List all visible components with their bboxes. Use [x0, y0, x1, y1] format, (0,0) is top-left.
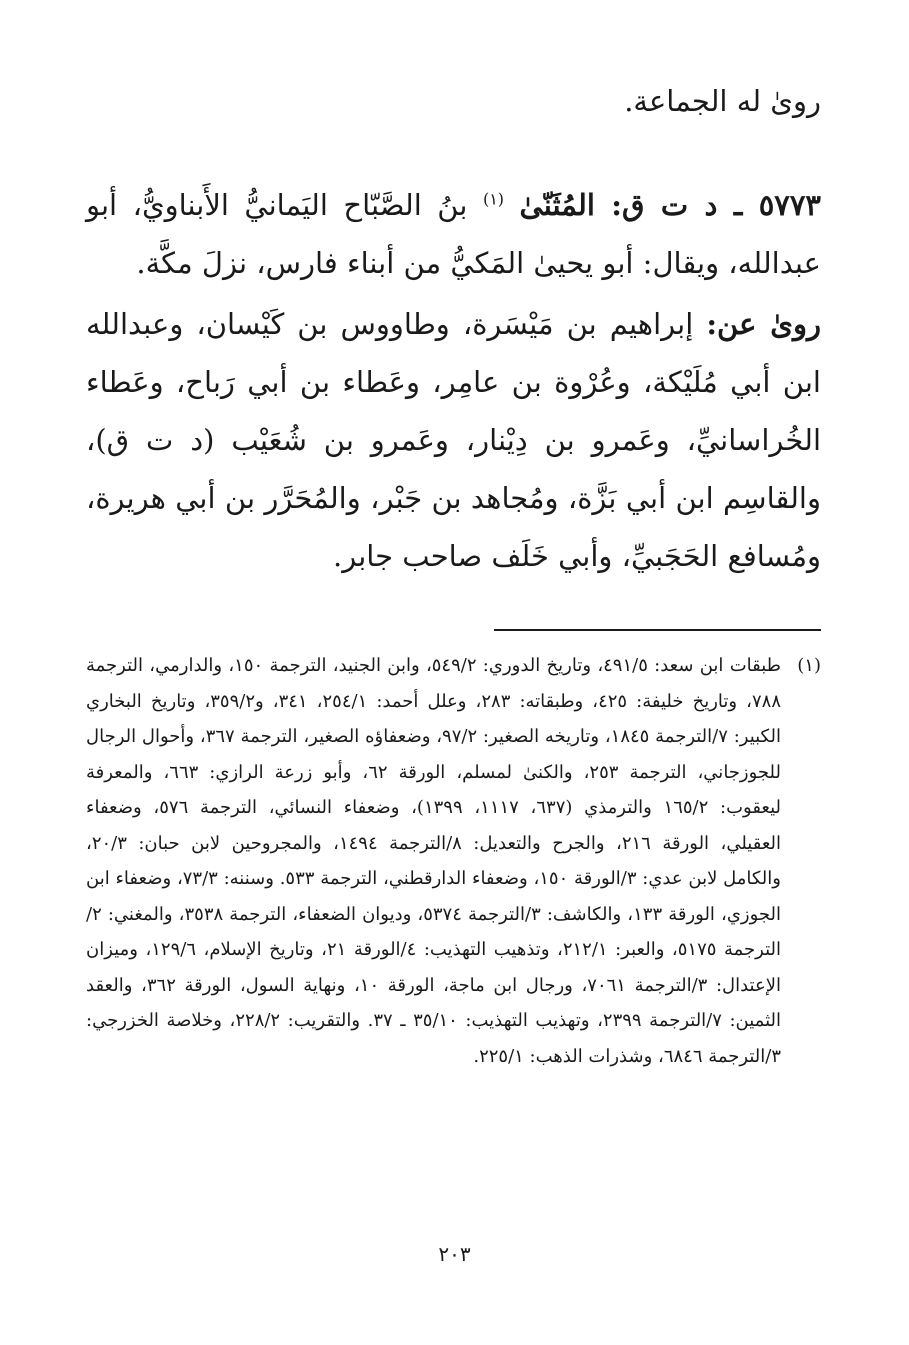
- entry-5773: [86, 176, 821, 292]
- footnote-text: طبقات ابن سعد: ٤٩١/٥، وتاريخ الدوري: ٥٤٩/٢، وابن الجنيد، الترجمة ١٥٠، والدارمي، الترجمة ٧٨٨، وتاريخ خليفة: ٤٢٥، وطبقاته: ٢٨٣، وعلل أحمد: ٢٥٤/١، ٣٤١، و٣٥٩/٢، وتاريخ البخاري الكبير: ٧/الترجمة ١٨٤٥، وتاريخه الصغير: ٩٧/٢، وضعفاؤه الصغير، الترجمة ٣٦٧، وأحوال الرجال للجوزجاني، الترجمة ٢٥٣، والكنىٰ لمسلم، الورقة ٦٢، وأبو زرعة الرازي: ٦٦٣، والمعرفة ليعقوب: ١٦٥/٢ والترمذي (٦٣٧، ١١١٧، ١٣٩٩)، وضعفاء النسائي، الترجمة ٥٧٦، وضعفاء العقيلي، الورقة ٢١٦، والجرح والتعديل: ٨/الترجمة ١٤٩٤، والمجروحين لابن حبان: ٢٠/٣، والكامل لابن عدي: ٣/الورقة ١٥٠، وضعفاء الدارقطني، الترجمة ٥٣٣. وسننه: ٧٣/٣، وضعفاء ابن الجوزي، الورقة ١٣٣، والكاشف: ٣/الترجمة ٥٣٧٤، وديوان الضعفاء، الترجمة ٣٥٣٨، والمغني: ٢/الترجمة ٥١٧٥، والعبر: ٢١٢/١، وتذهيب التهذيب: ٤/الورقة ٢١، وتاريخ الإسلام، ١٢٩/٦، وميزان الإعتدال: ٣/الترجمة ٧٠٦١، ورجال ابن ماجة، الورقة ١٠، ونهاية السول، الورقة ٣٦٢، والعقد الثمين: ٧/الترجمة ٢٣٩٩، وتهذيب التهذيب: ٣٥/١٠ ـ ٣٧. والتقريب: ٢٢٨/٢، وخلاصة الخزرجي: ٣/الترجمة ٦٨٤٦، وشذرات الذهب: ٢٢٥/١.: [86, 655, 782, 1067]
- top-line: روىٰ له الجماعة.: [624, 84, 821, 118]
- entry-heading: ٥٧٧٣ ـ د ت ق: المُثَنّىٰ: [519, 188, 822, 222]
- narrated-from-section: [86, 295, 821, 585]
- footnotes: [86, 648, 821, 1074]
- narrated-from-paragraph: [86, 295, 821, 585]
- entry-paragraph: [86, 176, 821, 292]
- entry-heading-rest: بنُ الصَّبّاح اليَمانيُّ الأَبناويُّ، أبو عبدالله، ويقال: أبو يحيىٰ المَكيُّ من أبناء فارس، نزلَ مكَّة.: [86, 188, 821, 280]
- footnote-reference[interactable]: (١): [482, 189, 505, 209]
- footnote-separator: [494, 629, 821, 631]
- narrated-from-label: روىٰ عن:: [706, 307, 822, 341]
- footnote-number: (١): [797, 655, 821, 676]
- narrated-from-text: إبراهيم بن مَيْسَرة، وطاووس بن كَيْسان، وعبدالله ابن أبي مُلَيْكة، وعُرْوة بن عامِر، وعَطاء بن أبي رَباح، وعَطاء الخُراسانيِّ، وعَمرو بن دِيْنار، وعَمرو بن شُعَيْب (د ت ق)، والقاسِم ابن أبي بَزَّة، ومُجاهد بن جَبْر، والمُحَرَّر بن أبي هريرة، ومُسافع الحَجَبيِّ، وأبي خَلَف صاحب جابر.: [86, 307, 821, 573]
- page-number: ٢٠٣: [438, 1242, 471, 1266]
